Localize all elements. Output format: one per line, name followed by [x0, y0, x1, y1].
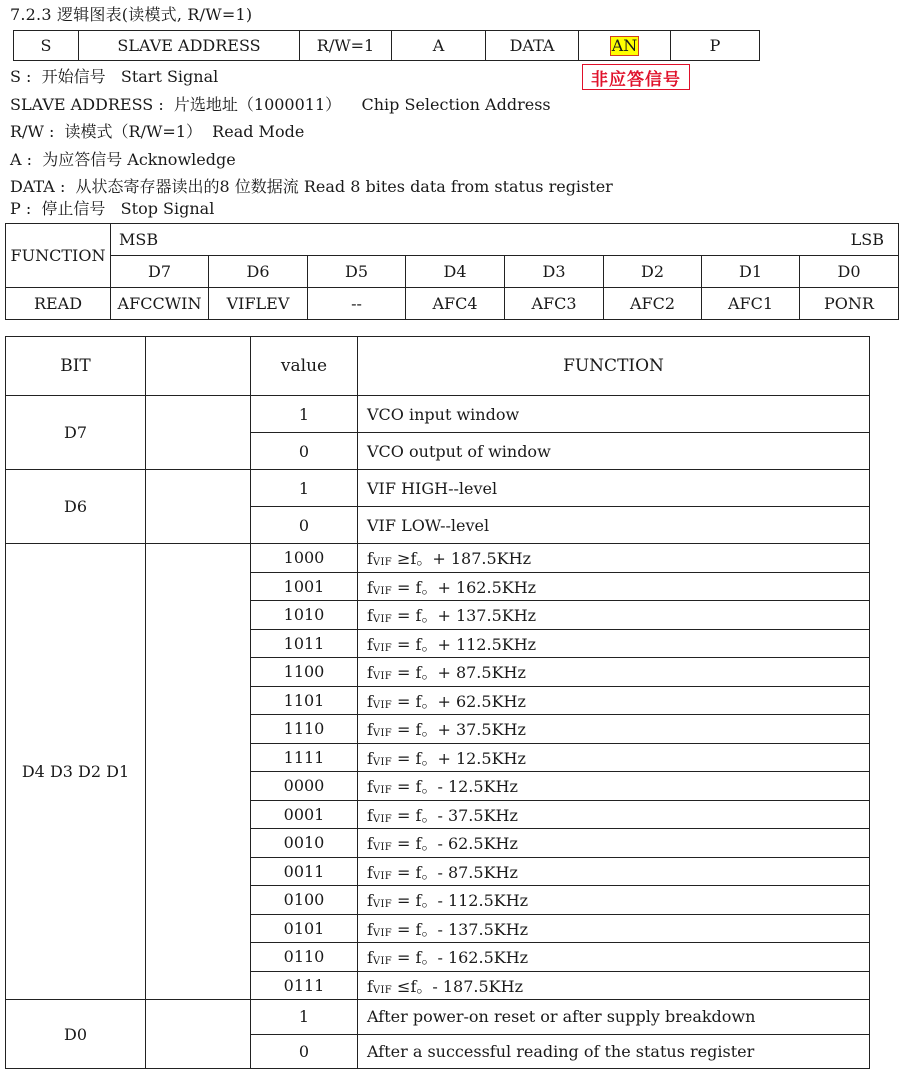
- f-symbol: f: [367, 891, 373, 911]
- bit-header-row: [6, 256, 899, 288]
- f-symbol: f: [367, 634, 373, 654]
- legend-data: DATA : 从状态寄存器读出的8 位数据流 Read 8 bites data from status register: [10, 177, 613, 196]
- f-subscript: VIF: [372, 728, 392, 740]
- status-register-bit-table: [5, 223, 899, 320]
- f-expression: = f。- 137.5KHz: [397, 919, 529, 939]
- msb-lsb-spacer: [209, 224, 800, 256]
- frame-cell-data: [486, 31, 579, 60]
- function-cell: [358, 572, 870, 601]
- bit-header: D6: [209, 256, 308, 288]
- f-symbol: f: [367, 720, 373, 740]
- value-cell: 0110: [251, 943, 358, 972]
- f-symbol: f: [367, 862, 373, 882]
- value-cell: 1100: [251, 658, 358, 687]
- bit-header: D1: [702, 256, 800, 288]
- f-expression: = f。+ 112.5KHz: [397, 634, 537, 654]
- bit-label-d0: D0: [6, 1000, 146, 1069]
- frame-cell-label: SLAVE ADDRESS: [117, 36, 261, 55]
- frame-cell-slave-address: [79, 31, 300, 60]
- value-cell: 1: [251, 1000, 358, 1035]
- legend-slave-address: SLAVE ADDRESS : 片选地址（1000011） Chip Selection Address: [10, 95, 551, 114]
- f-expression: ≥f。+ 187.5KHz: [397, 549, 531, 569]
- value-cell: 0100: [251, 886, 358, 915]
- frame-cell-label: P: [709, 36, 721, 55]
- header-row: [6, 337, 870, 396]
- bit-function-table: [5, 336, 870, 1069]
- function-cell: [358, 943, 870, 972]
- function-cell: VIF HIGH--level: [358, 470, 870, 507]
- value-cell: 0001: [251, 800, 358, 829]
- function-cell: [358, 658, 870, 687]
- f-expression: = f。- 62.5KHz: [397, 834, 518, 854]
- frame-cell-label: DATA: [509, 36, 555, 55]
- value-cell: 1: [251, 470, 358, 507]
- bit-label-d7: D7: [6, 396, 146, 470]
- legend-rw: R/W : 读模式（R/W=1） Read Mode: [10, 122, 305, 141]
- read-label: READ: [6, 288, 111, 320]
- f-expression: = f。+ 162.5KHz: [397, 577, 537, 597]
- header-blank: [146, 337, 251, 396]
- bit-header: D2: [604, 256, 702, 288]
- function-cell: [358, 715, 870, 744]
- frame-cell-label: R/W=1: [316, 36, 375, 55]
- legend-stop: P : 停止信号 Stop Signal: [10, 199, 215, 218]
- f-symbol: f: [367, 976, 373, 996]
- f-expression: = f。- 87.5KHz: [397, 862, 518, 882]
- bit-value: AFCCWIN: [111, 288, 209, 320]
- bit-header: D0: [800, 256, 899, 288]
- function-cell: [358, 800, 870, 829]
- f-subscript: VIF: [372, 870, 392, 882]
- f-expression: = f。- 12.5KHz: [397, 777, 518, 797]
- bit-value: PONR: [800, 288, 899, 320]
- frame-cell-label: S: [40, 36, 52, 55]
- blank-cell: [146, 470, 251, 544]
- function-cell: VIF LOW--level: [358, 507, 870, 544]
- section-title: 7.2.3 逻辑图表(读模式, R/W=1): [10, 5, 253, 24]
- bit-value: --: [308, 288, 406, 320]
- f-subscript: VIF: [372, 585, 392, 597]
- f-symbol: f: [367, 748, 373, 768]
- f-expression: = f。- 162.5KHz: [397, 948, 529, 968]
- f-subscript: VIF: [372, 699, 392, 711]
- table-row: [6, 1000, 870, 1035]
- bit-value: AFC2: [604, 288, 702, 320]
- value-cell: 1000: [251, 544, 358, 573]
- frame-format-table: [13, 30, 760, 61]
- f-expression: = f。+ 37.5KHz: [397, 720, 526, 740]
- lsb-label: LSB: [800, 224, 899, 256]
- value-cell: 0: [251, 1034, 358, 1069]
- bit-value: AFC1: [702, 288, 800, 320]
- header-bit: BIT: [6, 337, 146, 396]
- value-cell: 0101: [251, 914, 358, 943]
- bit-header: D4: [406, 256, 505, 288]
- f-symbol: f: [367, 777, 373, 797]
- f-symbol: f: [367, 663, 373, 683]
- f-expression: = f。+ 137.5KHz: [397, 606, 537, 626]
- bit-header: D5: [308, 256, 406, 288]
- frame-cell-rw: [300, 31, 392, 60]
- function-header: FUNCTION: [6, 224, 111, 288]
- f-symbol: f: [367, 577, 373, 597]
- f-subscript: VIF: [372, 899, 392, 911]
- frame-cell-nack: [579, 31, 671, 60]
- f-symbol: f: [367, 606, 373, 626]
- f-symbol: f: [367, 948, 373, 968]
- f-subscript: VIF: [372, 557, 392, 569]
- blank-cell: [146, 1000, 251, 1069]
- f-subscript: VIF: [372, 671, 392, 683]
- legend-start: S : 开始信号 Start Signal: [10, 67, 219, 86]
- frame-cell-start: [14, 31, 79, 60]
- function-cell: VCO output of window: [358, 433, 870, 470]
- nack-highlight: AN: [611, 35, 638, 55]
- function-cell: [358, 971, 870, 1000]
- f-expression: = f。- 37.5KHz: [397, 805, 518, 825]
- f-symbol: f: [367, 834, 373, 854]
- table-row: [6, 544, 870, 573]
- f-symbol: f: [367, 549, 373, 569]
- function-cell: [358, 857, 870, 886]
- value-cell: 0011: [251, 857, 358, 886]
- table-row: [6, 470, 870, 507]
- function-cell: VCO input window: [358, 396, 870, 433]
- msb-lsb-row: [6, 224, 899, 256]
- header-value: value: [251, 337, 358, 396]
- function-cell: [358, 743, 870, 772]
- value-cell: 1110: [251, 715, 358, 744]
- header-function: FUNCTION: [358, 337, 870, 396]
- blank-cell: [146, 544, 251, 1000]
- function-cell: After a successful reading of the status register: [358, 1034, 870, 1069]
- function-cell: After power-on reset or after supply breakdown: [358, 1000, 870, 1035]
- value-cell: 0: [251, 507, 358, 544]
- function-cell: [358, 629, 870, 658]
- frame-cell-stop: [671, 31, 759, 60]
- function-cell: [358, 829, 870, 858]
- f-subscript: VIF: [372, 756, 392, 768]
- bit-label-d6: D6: [6, 470, 146, 544]
- function-cell: [358, 914, 870, 943]
- blank-cell: [146, 396, 251, 470]
- read-row: [6, 288, 899, 320]
- value-cell: 1101: [251, 686, 358, 715]
- value-cell: 1: [251, 396, 358, 433]
- legend-ack: A : 为应答信号 Acknowledge: [10, 150, 236, 169]
- f-subscript: VIF: [372, 956, 392, 968]
- bit-header: D3: [505, 256, 604, 288]
- f-subscript: VIF: [372, 785, 392, 797]
- f-subscript: VIF: [372, 842, 392, 854]
- frame-cell-label: A: [432, 36, 445, 55]
- function-cell: [358, 544, 870, 573]
- bit-value: VIFLEV: [209, 288, 308, 320]
- value-cell: 1111: [251, 743, 358, 772]
- value-cell: 0: [251, 433, 358, 470]
- f-subscript: VIF: [372, 614, 392, 626]
- f-symbol: f: [367, 919, 373, 939]
- function-cell: [358, 686, 870, 715]
- value-cell: 0000: [251, 772, 358, 801]
- f-symbol: f: [367, 691, 373, 711]
- bit-header: D7: [111, 256, 209, 288]
- f-expression: = f。+ 62.5KHz: [397, 691, 526, 711]
- f-expression: = f。- 112.5KHz: [397, 891, 529, 911]
- value-cell: 0010: [251, 829, 358, 858]
- function-cell: [358, 772, 870, 801]
- f-expression: = f。+ 12.5KHz: [397, 748, 526, 768]
- bit-value: AFC4: [406, 288, 505, 320]
- f-subscript: VIF: [372, 984, 392, 996]
- msb-label: MSB: [111, 224, 209, 256]
- value-cell: 1001: [251, 572, 358, 601]
- f-symbol: f: [367, 805, 373, 825]
- value-cell: 0111: [251, 971, 358, 1000]
- value-cell: 1011: [251, 629, 358, 658]
- bit-value: AFC3: [505, 288, 604, 320]
- function-cell: [358, 601, 870, 630]
- f-subscript: VIF: [372, 927, 392, 939]
- f-subscript: VIF: [372, 813, 392, 825]
- f-expression: = f。+ 87.5KHz: [397, 663, 526, 683]
- f-subscript: VIF: [372, 642, 392, 654]
- f-expression: ≤f。- 187.5KHz: [397, 976, 523, 996]
- function-cell: [358, 886, 870, 915]
- bit-label-afc: D4 D3 D2 D1: [6, 544, 146, 1000]
- frame-cell-ack: [392, 31, 486, 60]
- value-cell: 1010: [251, 601, 358, 630]
- table-row: [6, 396, 870, 433]
- nack-annotation: 非应答信号: [582, 64, 690, 90]
